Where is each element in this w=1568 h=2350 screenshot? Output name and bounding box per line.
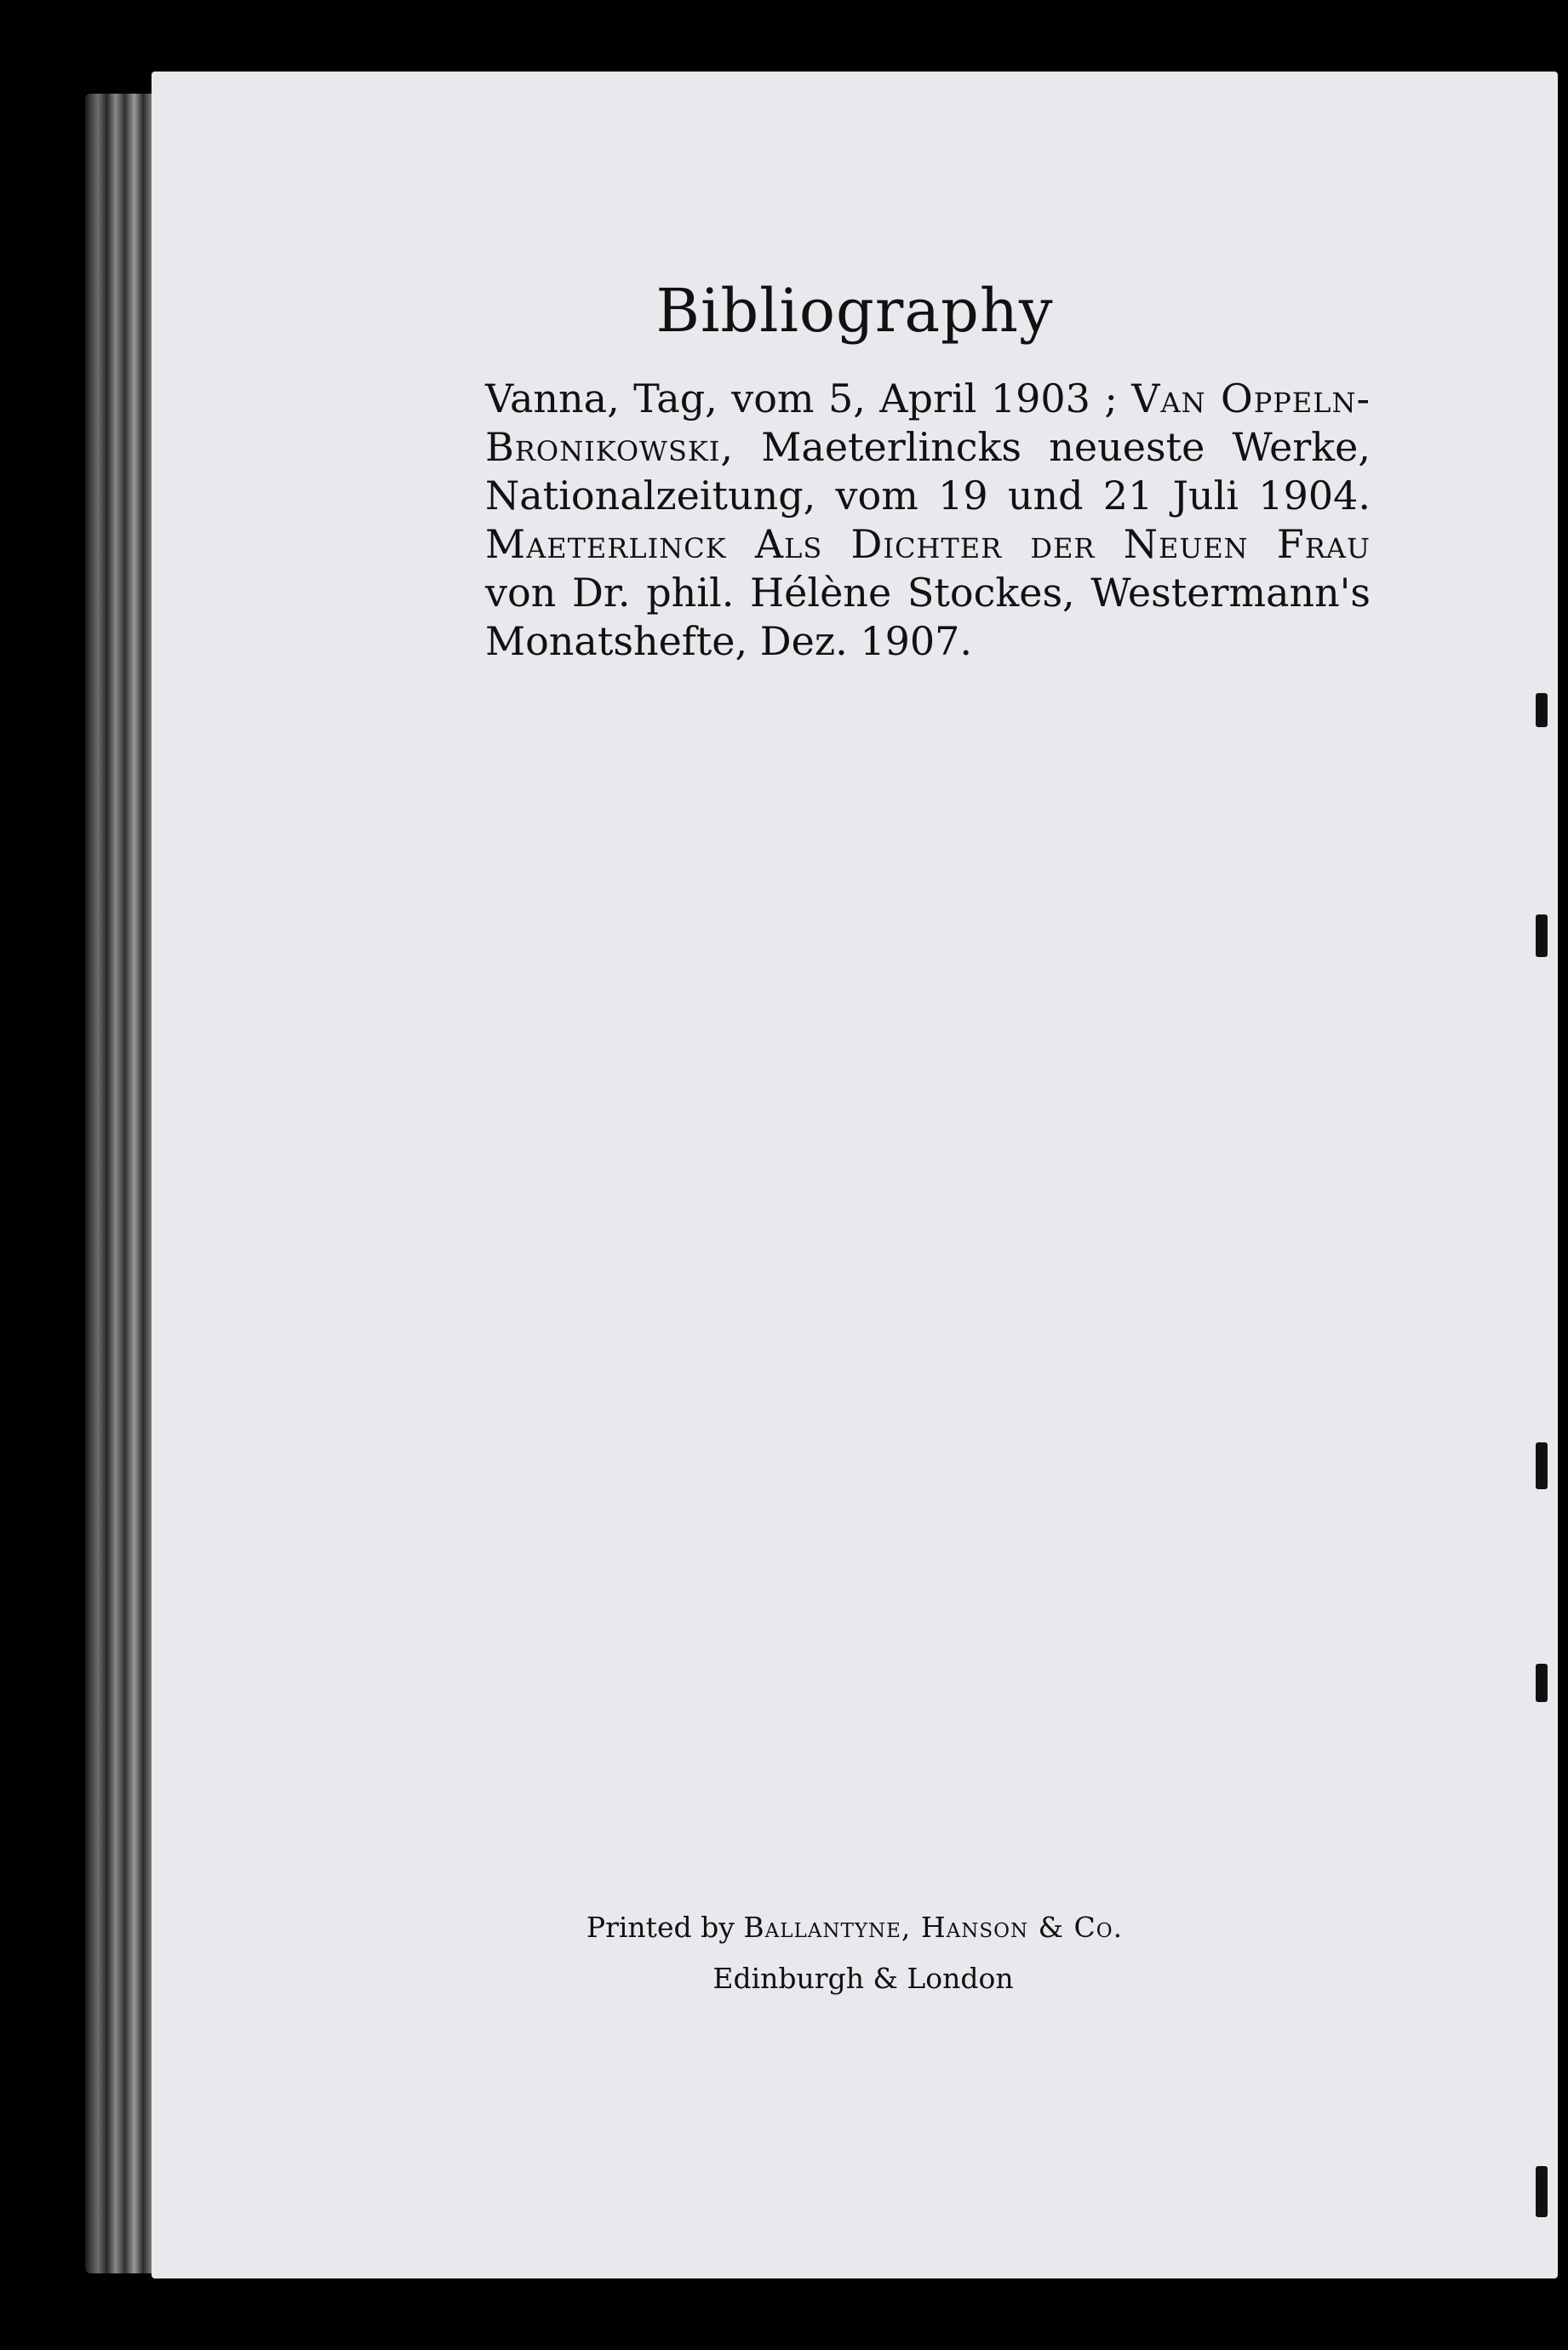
imprint-line: Edinburgh & London xyxy=(712,1962,1014,1995)
entry-line xyxy=(485,423,1371,472)
entry-line: von Dr. phil. Hélène Stockes, Westermann's xyxy=(485,570,1371,616)
work-title: Maeterlinck Als Dichter der Neuen Frau xyxy=(485,521,1371,567)
printer-name: Ballantyne, Hanson & Co. xyxy=(743,1911,1124,1944)
imprint-line xyxy=(152,1902,1558,1953)
page-edge-mark xyxy=(1536,693,1548,727)
printer-imprint xyxy=(152,1902,1558,2004)
bibliography-entry xyxy=(485,375,1371,666)
page-edge-mark xyxy=(1536,1664,1548,1702)
page-edge-mark xyxy=(1536,2166,1548,2217)
book-page xyxy=(152,72,1558,2278)
entry-line: Nationalzeitung, vom 19 und 21 Juli 1904. xyxy=(485,473,1371,519)
entry-line: Monatshefte, Dez. 1907. xyxy=(485,618,973,664)
book-gutter-edge xyxy=(85,94,157,2273)
imprint-text: Printed by xyxy=(586,1911,744,1944)
entry-text: Vanna, Tag, vom 5, April 1903 ; xyxy=(485,375,1132,421)
page-edge-mark xyxy=(1536,914,1548,957)
author-name: Van Oppeln- xyxy=(1131,375,1371,421)
page-title: Bibliography xyxy=(655,276,1054,346)
entry-line xyxy=(485,375,1371,423)
page-edge-mark xyxy=(1536,1442,1548,1489)
author-name: Bronikowski, xyxy=(485,424,735,470)
entry-text: Maeterlincks neueste Werke, xyxy=(734,424,1371,470)
